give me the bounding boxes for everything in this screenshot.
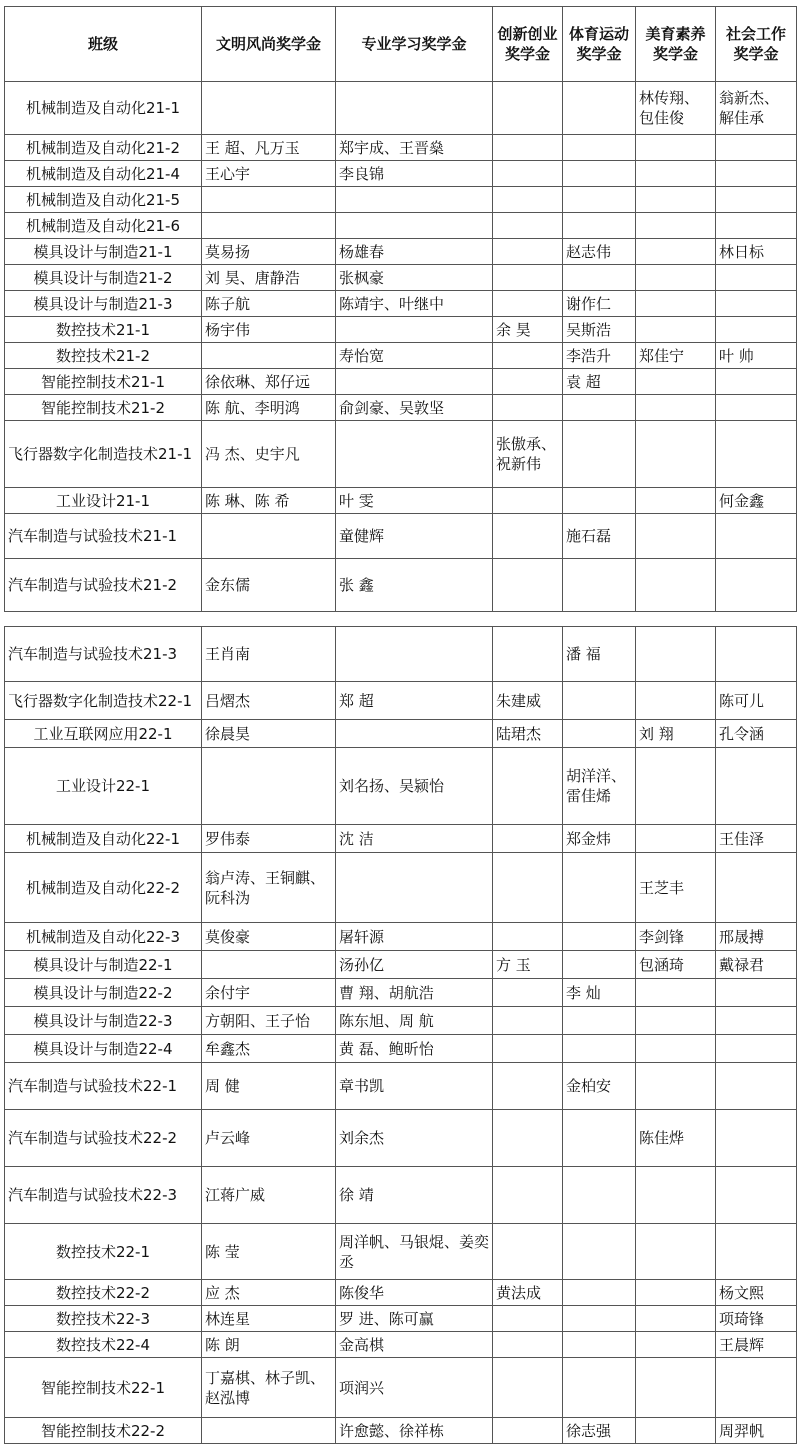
cell-academic: 沈 洁 (336, 825, 493, 853)
cell-innovation (493, 82, 563, 135)
cell-social-work: 周羿帆 (716, 1418, 797, 1444)
header-innovation: 创新创业奖学金 (493, 7, 563, 82)
cell-social-work (716, 187, 797, 213)
cell-academic: 陈俊华 (336, 1280, 493, 1306)
cell-sports: 潘 福 (563, 627, 636, 682)
cell-innovation (493, 1332, 563, 1358)
cell-aesthetic (636, 1332, 716, 1358)
header-civility: 文明风尚奖学金 (202, 7, 336, 82)
cell-class: 机械制造及自动化22-1 (5, 825, 202, 853)
cell-class: 数控技术22-2 (5, 1280, 202, 1306)
cell-aesthetic (636, 488, 716, 514)
cell-civility: 陈子航 (202, 291, 336, 317)
table-row (5, 979, 797, 1007)
cell-academic: 章书凯 (336, 1063, 493, 1110)
cell-innovation (493, 1306, 563, 1332)
table-row (5, 291, 797, 317)
cell-sports: 金柏安 (563, 1063, 636, 1110)
cell-civility: 周 健 (202, 1063, 336, 1110)
cell-social-work (716, 161, 797, 187)
table-row (5, 1007, 797, 1035)
cell-class: 汽车制造与试验技术22-3 (5, 1167, 202, 1224)
cell-social-work (716, 317, 797, 343)
cell-innovation (493, 1418, 563, 1444)
cell-sports (563, 488, 636, 514)
cell-sports: 袁 超 (563, 369, 636, 395)
cell-sports (563, 951, 636, 979)
cell-class: 机械制造及自动化21-2 (5, 135, 202, 161)
cell-innovation: 朱建威 (493, 682, 563, 720)
cell-civility: 翁卢涛、王铜麒、阮科沩 (202, 853, 336, 923)
cell-class: 数控技术22-4 (5, 1332, 202, 1358)
cell-class: 机械制造及自动化22-3 (5, 923, 202, 951)
cell-academic: 张枫豪 (336, 265, 493, 291)
cell-aesthetic (636, 1280, 716, 1306)
cell-aesthetic (636, 265, 716, 291)
cell-class: 机械制造及自动化21-6 (5, 213, 202, 239)
cell-academic: 叶 雯 (336, 488, 493, 514)
cell-civility: 牟鑫杰 (202, 1035, 336, 1063)
table-row (5, 1063, 797, 1110)
cell-social-work (716, 1035, 797, 1063)
cell-aesthetic (636, 748, 716, 825)
cell-academic (336, 317, 493, 343)
cell-academic: 陈东旭、周 航 (336, 1007, 493, 1035)
cell-social-work: 何金鑫 (716, 488, 797, 514)
cell-innovation (493, 627, 563, 682)
table-row (5, 1358, 797, 1418)
cell-social-work (716, 421, 797, 488)
cell-sports (563, 1224, 636, 1280)
cell-innovation (493, 343, 563, 369)
table-row (5, 161, 797, 187)
cell-academic: 屠轩源 (336, 923, 493, 951)
cell-class: 数控技术21-2 (5, 343, 202, 369)
cell-aesthetic (636, 187, 716, 213)
cell-aesthetic: 包涵琦 (636, 951, 716, 979)
cell-social-work (716, 395, 797, 421)
cell-sports: 吴斯浩 (563, 317, 636, 343)
cell-innovation (493, 488, 563, 514)
cell-sports (563, 135, 636, 161)
cell-innovation (493, 923, 563, 951)
table-row (5, 187, 797, 213)
cell-aesthetic (636, 135, 716, 161)
cell-civility: 丁嘉棋、林子凯、赵泓博 (202, 1358, 336, 1418)
cell-civility: 卢云峰 (202, 1110, 336, 1167)
cell-aesthetic (636, 395, 716, 421)
cell-innovation: 陆珺杰 (493, 720, 563, 748)
cell-aesthetic: 陈佳烨 (636, 1110, 716, 1167)
cell-academic (336, 187, 493, 213)
cell-civility: 王 超、凡万玉 (202, 135, 336, 161)
table-row (5, 488, 797, 514)
cell-sports (563, 187, 636, 213)
cell-aesthetic (636, 1224, 716, 1280)
cell-class: 汽车制造与试验技术21-1 (5, 514, 202, 559)
cell-innovation (493, 135, 563, 161)
cell-social-work (716, 1167, 797, 1224)
cell-sports (563, 1358, 636, 1418)
cell-aesthetic (636, 161, 716, 187)
cell-aesthetic (636, 1035, 716, 1063)
cell-aesthetic (636, 627, 716, 682)
cell-innovation (493, 1224, 563, 1280)
cell-social-work (716, 979, 797, 1007)
cell-civility: 林连星 (202, 1306, 336, 1332)
cell-social-work: 林日标 (716, 239, 797, 265)
cell-academic: 曹 翔、胡航浩 (336, 979, 493, 1007)
cell-civility: 徐晨昊 (202, 720, 336, 748)
cell-class: 智能控制技术21-2 (5, 395, 202, 421)
table-row (5, 748, 797, 825)
cell-sports: 赵志伟 (563, 239, 636, 265)
cell-aesthetic: 林传翔、包佳俊 (636, 82, 716, 135)
table-row (5, 1306, 797, 1332)
cell-social-work (716, 1007, 797, 1035)
cell-civility (202, 514, 336, 559)
cell-class: 机械制造及自动化21-1 (5, 82, 202, 135)
cell-class: 数控技术21-1 (5, 317, 202, 343)
cell-sports: 郑金炜 (563, 825, 636, 853)
table-row (5, 1418, 797, 1444)
cell-social-work (716, 514, 797, 559)
cell-innovation (493, 239, 563, 265)
cell-civility (202, 343, 336, 369)
table-row (5, 1035, 797, 1063)
cell-academic (336, 82, 493, 135)
cell-aesthetic (636, 291, 716, 317)
cell-sports (563, 161, 636, 187)
table-row (5, 514, 797, 559)
cell-sports (563, 213, 636, 239)
cell-class: 模具设计与制造21-1 (5, 239, 202, 265)
table-row (5, 825, 797, 853)
cell-innovation (493, 514, 563, 559)
cell-innovation (493, 979, 563, 1007)
cell-academic (336, 853, 493, 923)
cell-class: 机械制造及自动化21-4 (5, 161, 202, 187)
cell-civility: 刘 昊、唐静浩 (202, 265, 336, 291)
cell-academic: 寿怡宽 (336, 343, 493, 369)
cell-civility (202, 187, 336, 213)
table-row (5, 317, 797, 343)
cell-innovation (493, 1035, 563, 1063)
cell-academic: 黄 磊、鲍昕怡 (336, 1035, 493, 1063)
cell-class: 汽车制造与试验技术22-2 (5, 1110, 202, 1167)
cell-aesthetic: 李剑锋 (636, 923, 716, 951)
cell-aesthetic (636, 369, 716, 395)
table-row (5, 853, 797, 923)
cell-sports: 谢作仁 (563, 291, 636, 317)
cell-academic: 罗 进、陈可赢 (336, 1306, 493, 1332)
cell-aesthetic (636, 239, 716, 265)
table-row (5, 1167, 797, 1224)
table-row (5, 265, 797, 291)
cell-social-work (716, 1110, 797, 1167)
cell-aesthetic (636, 559, 716, 612)
cell-sports (563, 1332, 636, 1358)
cell-academic: 郑宇成、王晋燊 (336, 135, 493, 161)
cell-social-work (716, 291, 797, 317)
cell-innovation (493, 213, 563, 239)
cell-innovation (493, 748, 563, 825)
cell-aesthetic (636, 1007, 716, 1035)
cell-class: 模具设计与制造21-3 (5, 291, 202, 317)
cell-civility: 应 杰 (202, 1280, 336, 1306)
cell-sports (563, 559, 636, 612)
cell-class: 模具设计与制造22-4 (5, 1035, 202, 1063)
cell-aesthetic (636, 1063, 716, 1110)
cell-aesthetic: 刘 翔 (636, 720, 716, 748)
cell-aesthetic (636, 514, 716, 559)
cell-social-work: 陈可儿 (716, 682, 797, 720)
cell-class: 模具设计与制造22-2 (5, 979, 202, 1007)
cell-sports: 徐志强 (563, 1418, 636, 1444)
cell-class: 机械制造及自动化21-5 (5, 187, 202, 213)
cell-innovation (493, 559, 563, 612)
cell-academic: 杨雄春 (336, 239, 493, 265)
header-aesthetic: 美育素养奖学金 (636, 7, 716, 82)
cell-civility: 王心宇 (202, 161, 336, 187)
cell-aesthetic (636, 825, 716, 853)
cell-class: 模具设计与制造22-3 (5, 1007, 202, 1035)
header-class: 班级 (5, 7, 202, 82)
cell-social-work (716, 627, 797, 682)
cell-innovation (493, 161, 563, 187)
cell-social-work: 杨文熙 (716, 1280, 797, 1306)
cell-academic: 陈靖宇、叶继中 (336, 291, 493, 317)
table-row (5, 343, 797, 369)
table-row (5, 421, 797, 488)
cell-social-work: 王晨辉 (716, 1332, 797, 1358)
cell-aesthetic (636, 1167, 716, 1224)
cell-civility: 陈 航、李明鸿 (202, 395, 336, 421)
cell-sports (563, 395, 636, 421)
cell-social-work: 翁新杰、解佳承 (716, 82, 797, 135)
cell-sports (563, 853, 636, 923)
cell-sports: 李 灿 (563, 979, 636, 1007)
cell-civility: 江蒋广威 (202, 1167, 336, 1224)
cell-civility: 王肖南 (202, 627, 336, 682)
cell-academic: 许愈懿、徐祥栋 (336, 1418, 493, 1444)
cell-aesthetic (636, 213, 716, 239)
cell-sports (563, 1035, 636, 1063)
cell-sports (563, 1110, 636, 1167)
cell-innovation (493, 187, 563, 213)
cell-sports (563, 682, 636, 720)
cell-academic: 李良锦 (336, 161, 493, 187)
cell-social-work (716, 1224, 797, 1280)
cell-class: 模具设计与制造21-2 (5, 265, 202, 291)
table-row (5, 1224, 797, 1280)
cell-class: 工业互联网应用22-1 (5, 720, 202, 748)
table-row (5, 239, 797, 265)
cell-social-work: 戴禄君 (716, 951, 797, 979)
cell-innovation (493, 1358, 563, 1418)
cell-social-work: 邢晟搏 (716, 923, 797, 951)
cell-academic (336, 213, 493, 239)
table-row (5, 1332, 797, 1358)
cell-sports (563, 1280, 636, 1306)
cell-civility: 杨宇伟 (202, 317, 336, 343)
cell-class: 智能控制技术22-2 (5, 1418, 202, 1444)
cell-social-work: 孔令涵 (716, 720, 797, 748)
cell-civility: 金东儒 (202, 559, 336, 612)
cell-class: 工业设计22-1 (5, 748, 202, 825)
cell-civility (202, 213, 336, 239)
cell-civility: 徐依琳、郑仔远 (202, 369, 336, 395)
cell-class: 数控技术22-1 (5, 1224, 202, 1280)
cell-academic: 刘余杰 (336, 1110, 493, 1167)
cell-innovation (493, 291, 563, 317)
cell-sports (563, 923, 636, 951)
table-row (5, 1110, 797, 1167)
cell-civility (202, 951, 336, 979)
scholarship-table-part1 (4, 6, 797, 612)
table-row (5, 395, 797, 421)
cell-innovation (493, 369, 563, 395)
cell-academic: 郑 超 (336, 682, 493, 720)
cell-academic: 汤孙亿 (336, 951, 493, 979)
cell-aesthetic (636, 682, 716, 720)
cell-academic: 项润兴 (336, 1358, 493, 1418)
cell-academic: 张 鑫 (336, 559, 493, 612)
cell-aesthetic (636, 421, 716, 488)
cell-class: 模具设计与制造22-1 (5, 951, 202, 979)
cell-aesthetic: 王芝丰 (636, 853, 716, 923)
cell-civility: 罗伟泰 (202, 825, 336, 853)
cell-class: 智能控制技术22-1 (5, 1358, 202, 1418)
cell-class: 飞行器数字化制造技术22-1 (5, 682, 202, 720)
cell-sports (563, 1007, 636, 1035)
cell-class: 飞行器数字化制造技术21-1 (5, 421, 202, 488)
cell-social-work (716, 748, 797, 825)
cell-class: 汽车制造与试验技术21-3 (5, 627, 202, 682)
table-row (5, 559, 797, 612)
table-row (5, 627, 797, 682)
cell-civility: 陈 朗 (202, 1332, 336, 1358)
cell-aesthetic (636, 317, 716, 343)
cell-sports: 李浩升 (563, 343, 636, 369)
cell-innovation: 余 昊 (493, 317, 563, 343)
cell-civility (202, 748, 336, 825)
cell-class: 智能控制技术21-1 (5, 369, 202, 395)
cell-social-work (716, 135, 797, 161)
cell-civility: 莫易扬 (202, 239, 336, 265)
cell-academic: 金高棋 (336, 1332, 493, 1358)
cell-sports (563, 265, 636, 291)
table-row (5, 923, 797, 951)
cell-civility: 冯 杰、史宇凡 (202, 421, 336, 488)
cell-social-work (716, 853, 797, 923)
cell-academic: 周洋帆、马银焜、姜奕丞 (336, 1224, 493, 1280)
cell-academic (336, 369, 493, 395)
cell-class: 汽车制造与试验技术22-1 (5, 1063, 202, 1110)
cell-social-work (716, 1063, 797, 1110)
cell-innovation (493, 825, 563, 853)
table-row (5, 720, 797, 748)
cell-social-work: 叶 帅 (716, 343, 797, 369)
table-row (5, 369, 797, 395)
cell-social-work (716, 369, 797, 395)
table-row (5, 1280, 797, 1306)
cell-sports: 施石磊 (563, 514, 636, 559)
table-row (5, 213, 797, 239)
cell-sports (563, 1167, 636, 1224)
cell-innovation (493, 395, 563, 421)
cell-academic (336, 720, 493, 748)
header-sports: 体育运动奖学金 (563, 7, 636, 82)
cell-aesthetic (636, 1306, 716, 1332)
cell-innovation: 黄法成 (493, 1280, 563, 1306)
cell-academic: 徐 靖 (336, 1167, 493, 1224)
cell-civility: 陈 琳、陈 希 (202, 488, 336, 514)
cell-aesthetic (636, 1418, 716, 1444)
cell-civility: 吕熠杰 (202, 682, 336, 720)
table-row (5, 135, 797, 161)
cell-social-work: 王佳泽 (716, 825, 797, 853)
cell-sports (563, 82, 636, 135)
table-row (5, 951, 797, 979)
cell-innovation (493, 1063, 563, 1110)
scholarship-table-part2 (4, 626, 797, 1444)
cell-innovation (493, 1167, 563, 1224)
cell-academic (336, 421, 493, 488)
cell-sports: 胡洋洋、雷佳烯 (563, 748, 636, 825)
header-row (5, 7, 797, 82)
cell-academic (336, 627, 493, 682)
cell-civility (202, 82, 336, 135)
cell-civility: 陈 莹 (202, 1224, 336, 1280)
cell-innovation: 方 玉 (493, 951, 563, 979)
cell-innovation (493, 265, 563, 291)
cell-class: 工业设计21-1 (5, 488, 202, 514)
cell-academic: 童健辉 (336, 514, 493, 559)
cell-aesthetic (636, 1358, 716, 1418)
cell-innovation (493, 1007, 563, 1035)
cell-social-work (716, 213, 797, 239)
cell-academic: 刘名扬、吴颍怡 (336, 748, 493, 825)
cell-civility: 余付宇 (202, 979, 336, 1007)
cell-class: 数控技术22-3 (5, 1306, 202, 1332)
table-row (5, 82, 797, 135)
cell-sports (563, 1306, 636, 1332)
table-row (5, 682, 797, 720)
cell-sports (563, 421, 636, 488)
cell-innovation (493, 853, 563, 923)
cell-academic: 俞剑豪、吴敦坚 (336, 395, 493, 421)
cell-social-work (716, 265, 797, 291)
cell-social-work (716, 559, 797, 612)
cell-innovation: 张傲承、祝新伟 (493, 421, 563, 488)
cell-class: 机械制造及自动化22-2 (5, 853, 202, 923)
cell-aesthetic: 郑佳宁 (636, 343, 716, 369)
header-social-work: 社会工作奖学金 (716, 7, 797, 82)
cell-social-work (716, 1358, 797, 1418)
cell-aesthetic (636, 979, 716, 1007)
header-academic: 专业学习奖学金 (336, 7, 493, 82)
cell-social-work: 项琦锋 (716, 1306, 797, 1332)
cell-civility (202, 1418, 336, 1444)
cell-sports (563, 720, 636, 748)
cell-class: 汽车制造与试验技术21-2 (5, 559, 202, 612)
cell-civility: 莫俊豪 (202, 923, 336, 951)
cell-innovation (493, 1110, 563, 1167)
cell-civility: 方朝阳、王子怡 (202, 1007, 336, 1035)
